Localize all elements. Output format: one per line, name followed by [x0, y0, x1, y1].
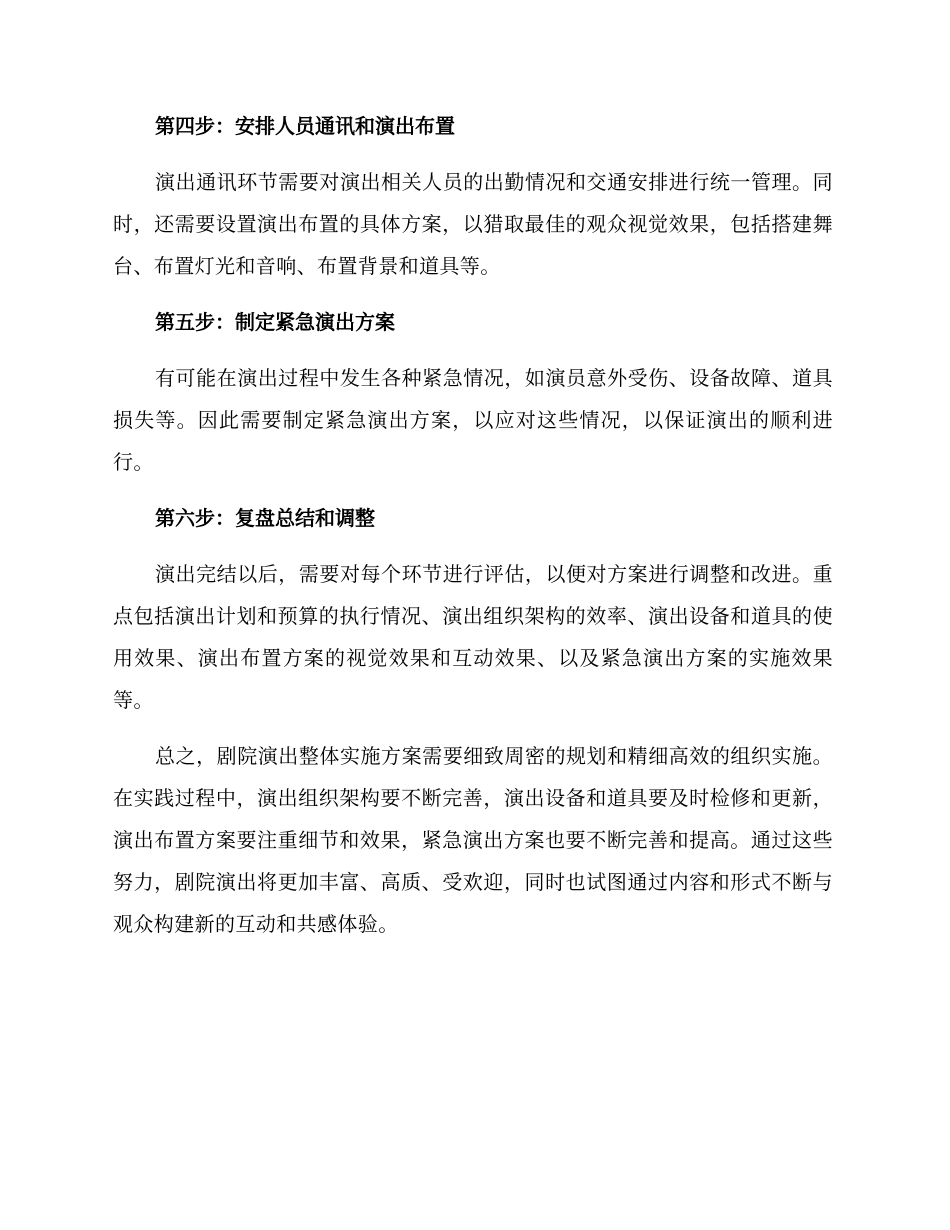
section-heading-step-4: 第四步：安排人员通讯和演出布置	[155, 114, 455, 138]
section-body-step-5: 有可能在演出过程中发生各种紧急情况，如演员意外受伤、设备故障、道具损失等。因此需要制定紧急演出方案，以应对这些情况，以保证演出的顺利进行。	[113, 366, 833, 474]
section-body-step-4: 演出通讯环节需要对演出相关人员的出勤情况和交通安排进行统一管理。同时，还需要设置演出布置的具体方案，以猎取最佳的观众视觉效果，包括搭建舞台、布置灯光和音响、布置背景和道具等。	[113, 170, 833, 278]
section-heading-step-5: 第五步：制定紧急演出方案	[155, 310, 395, 334]
section-heading-step-6: 第六步：复盘总结和调整	[155, 506, 375, 530]
document-body	[113, 105, 833, 945]
section-body-step-6: 演出完结以后，需要对每个环节进行评估，以便对方案进行调整和改进。重点包括演出计划和预算的执行情况、演出组织架构的效率、演出设备和道具的使用效果、演出布置方案的视觉效果和互动效果、以及紧急演出方案的实施效果等。	[113, 562, 833, 712]
conclusion-paragraph: 总之，剧院演出整体实施方案需要细致周密的规划和精细高效的组织实施。在实践过程中，演出组织架构要不断完善，演出设备和道具要及时检修和更新，演出布置方案要注重细节和效果，紧急演出方案也要不断完善和提高。通过这些努力，剧院演出将更加丰富、高质、受欢迎，同时也试图通过内容和形式不断与观众构建新的互动和共感体验。	[113, 744, 833, 936]
